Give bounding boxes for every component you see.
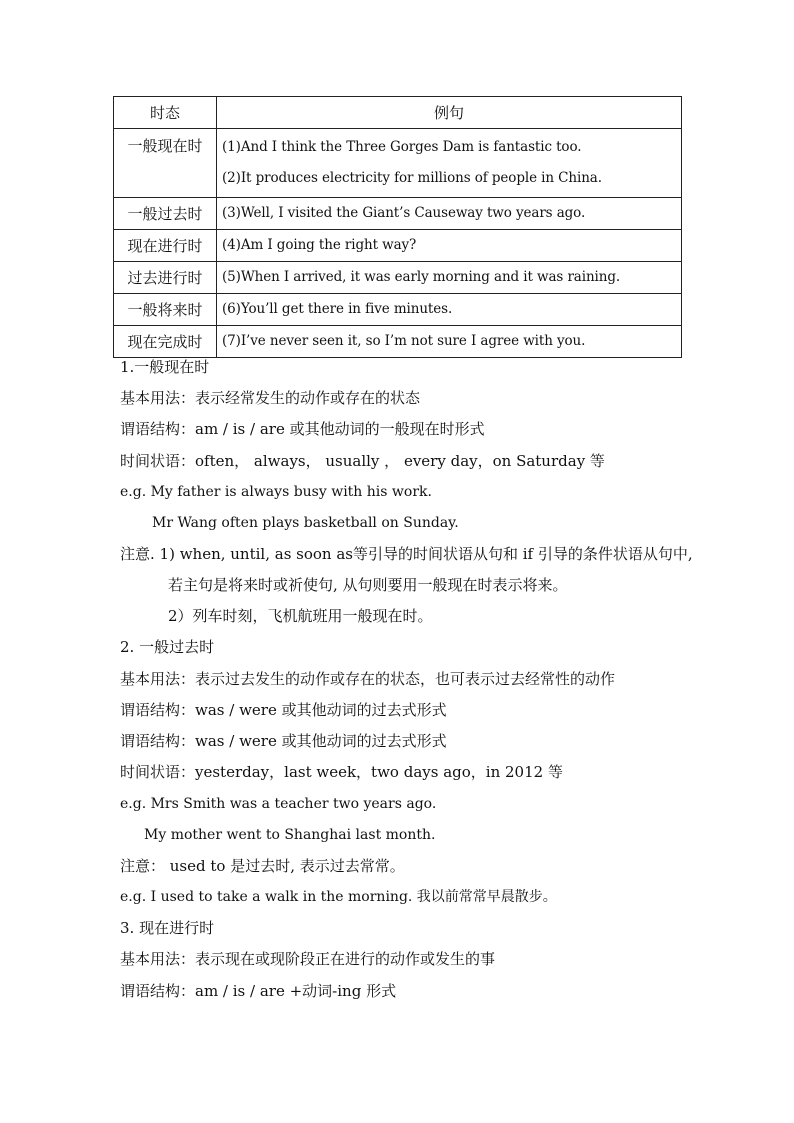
example-cell: [217, 262, 682, 294]
table-row: [114, 294, 682, 326]
example-sentence: (1)And I think the Three Gorges Dam is fantastic too.: [222, 139, 582, 155]
note-text: 注意： used to 是过去时, 表示过去常常。: [120, 857, 405, 875]
example-text: e.g. Mrs Smith was a teacher two years ago.: [120, 796, 437, 812]
example-sentence: (2)It produces electricity for millions of people in China.: [222, 170, 602, 186]
example-sentence: (4)Am I going the right way?: [222, 237, 417, 253]
body-text: 谓语结构：was / were 或其他动词的过去式形式: [120, 701, 447, 719]
example-text: My mother went to Shanghai last month.: [144, 827, 436, 843]
example-sentence: (3)Well, I visited the Giant’s Causeway two years ago.: [222, 205, 586, 221]
example-cell: [217, 129, 682, 198]
example-text: Mr Wang often plays basketball on Sunday.: [152, 515, 459, 531]
note-text: 注意. 1) when, until, as soon as等引导的时间状语从句和 if 引导的条件状语从句中,: [120, 545, 693, 563]
example-text: e.g. My father is always busy with his work.: [120, 484, 432, 500]
tense-name: 一般过去时: [114, 198, 217, 230]
body-text: 时间状语：yesterday，last week，two days ago，in 2012 等: [120, 763, 563, 781]
body-text: 基本用法：表示过去发生的动作或存在的状态，也可表示过去经常性的动作: [120, 670, 616, 688]
body-text: 时间状语：often， always， usually ， every day，on Saturday 等: [120, 452, 605, 470]
example-sentence: (6)You’ll get there in five minutes.: [222, 301, 453, 317]
tense-name: 过去进行时: [114, 262, 217, 294]
tense-example-table: [113, 96, 682, 358]
body-text: 基本用法：表示经常发生的动作或存在的状态: [120, 389, 421, 407]
example-cell: [217, 230, 682, 262]
table-row: [114, 326, 682, 358]
section-heading: 2. 一般过去时: [120, 638, 215, 656]
body-text: 基本用法：表示现在或现阶段正在进行的动作或发生的事: [120, 950, 496, 968]
table-row: [114, 198, 682, 230]
table-row: [114, 129, 682, 198]
table-header-row: [114, 97, 682, 129]
table-row: [114, 262, 682, 294]
tense-name: 现在进行时: [114, 230, 217, 262]
note-text: 若主句是将来时或祈使句, 从句则要用一般现在时表示将来。: [168, 576, 568, 594]
tense-name: 一般将来时: [114, 294, 217, 326]
example-cell: [217, 294, 682, 326]
note-text: 2）列车时刻，飞机航班用一般现在时。: [168, 607, 433, 625]
example-sentence: (7)I’ve never seen it, so I’m not sure I agree with you.: [222, 333, 586, 349]
tense-name: 现在完成时: [114, 326, 217, 358]
example-sentence: (5)When I arrived, it was early morning and it was raining.: [222, 269, 621, 285]
body-text: 谓语结构：am / is / are 或其他动词的一般现在时形式: [120, 420, 485, 438]
section-heading: 3. 现在进行时: [120, 919, 215, 937]
body-text: 谓语结构：am / is / are +动词-ing 形式: [120, 982, 397, 1000]
table-row: [114, 230, 682, 262]
section-heading: 1.一般现在时: [120, 358, 210, 376]
body-text: 谓语结构：was / were 或其他动词的过去式形式: [120, 732, 447, 750]
header-tense: 时态: [114, 97, 217, 129]
example-text: e.g. I used to take a walk in the morning. 我以前常常早晨散步。: [120, 889, 557, 905]
header-example: 例句: [217, 97, 682, 129]
example-cell: [217, 326, 682, 358]
tense-name: 一般现在时: [114, 129, 217, 198]
example-cell: [217, 198, 682, 230]
